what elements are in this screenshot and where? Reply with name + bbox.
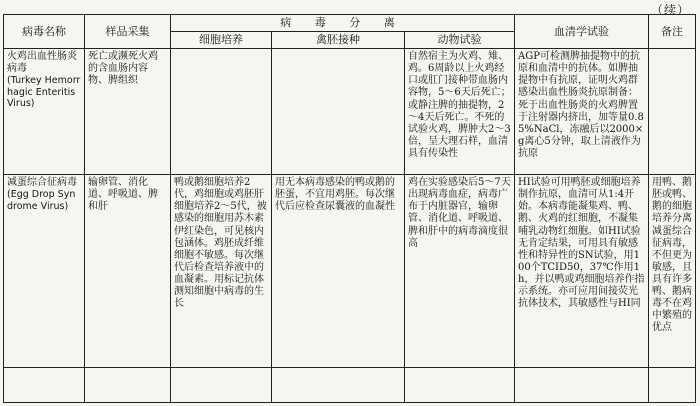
table-row [4, 175, 696, 368]
serology-cell: AGP可检测脾抽提物中的抗原和血清中的抗体。如脾抽提物中有抗原，证明火鸡群感染出血性肠炎抗原制备：死于出血性肠炎的火鸡脾置于注射器内挤出，加等量0.85%NaCl，冻融后以2000×g离心5分钟，取上清液作为抗原 [515, 49, 649, 175]
cell-culture-cell: 鸭或鹅细胞培养2代，鸡细胞或鸡胚肝细胞培养2～5代，被感染的细胞用苏木素伊红染色，可见核内包涵体。鸡胚成纤维细胞不敏感。每次继代后检查培养液中的血凝素。用标记抗体测知细胞中病毒的生长 [171, 175, 272, 368]
header-virus-isolation: 病 毒 分 离 [171, 15, 515, 32]
header-virus-name: 病毒名称 [4, 15, 85, 49]
header-sample-collection: 样品采集 [85, 15, 171, 49]
virus-name-cell [4, 175, 85, 368]
virus-diagnosis-table [3, 14, 696, 403]
header-embryo-inoculation: 禽胚接种 [272, 32, 405, 49]
sample-cell: 死亡或濒死火鸡的含血肠内容物、脾组织 [85, 49, 171, 175]
cell-culture-cell [171, 49, 272, 175]
serology-cell: HI试验可用鸭胚或细胞培养制作抗原，血清可从1:4开始。本病毒能凝集鸡、鸭、鹅、火鸡的红细胞，不凝集哺乳动物红细胞。如HI试验无肯定结果，可用具有敏感性和特异性的SN试验，用100个TCID50，37℃作用1h，并以鸭或鸡细胞培养作指示系统。亦可应用间接荧光抗体技术，其敏感性与HI同 [515, 175, 649, 368]
header-animal-test: 动物试验 [405, 32, 515, 49]
remark-cell [649, 49, 696, 175]
virus-name-en: (Egg Drop Syndrome Virus) [7, 189, 76, 212]
virus-name-en: (Turkey Hemorrhagic Enteritis Virus) [7, 75, 81, 110]
embryo-cell [272, 49, 405, 175]
table-row [4, 49, 696, 175]
header-remarks: 备注 [649, 15, 696, 49]
header-serology: 血清学试验 [515, 15, 649, 49]
virus-name-cn: 火鸡出血性肠炎病毒 [7, 51, 77, 75]
animal-test-cell: 自然宿主为火鸡、雉、鸡。6周龄以上火鸡经口或肛门接种带血肠内容物，5～6天后死亡；或静注脾的抽提物，2～4天后死亡。不死的试验火鸡，脾肿大2～3倍，呈大理石样，血清具有传染性 [405, 49, 515, 175]
sample-cell: 输卵管、消化道、呼吸道、脾和肝 [85, 175, 171, 368]
virus-name-cell [4, 49, 85, 175]
virus-name-cn: 减蛋综合征病毒 [7, 177, 77, 189]
header-cell-culture: 细胞培养 [171, 32, 272, 49]
remark-cell: 用鸭、鹅胚或鸭、鹅的细胞培养分离减蛋综合征病毒，不但更为敏感，且具有许多鸭、鹅病毒不在鸡中繁殖的优点 [649, 175, 696, 368]
table-row-empty [4, 368, 696, 403]
continued-label: （续） [650, 3, 690, 17]
embryo-cell: 用无本病毒感染的鸭或鹅的胚蛋，不宜用鸡胚。每次继代后应检查尿囊液的血凝性 [272, 175, 405, 368]
animal-test-cell: 鸡在实验感染后5～7天出现病毒血症，病毒广布于内脏器官，输卵管、消化道、呼吸道、脾和肝中的病毒滴度很高 [405, 175, 515, 368]
